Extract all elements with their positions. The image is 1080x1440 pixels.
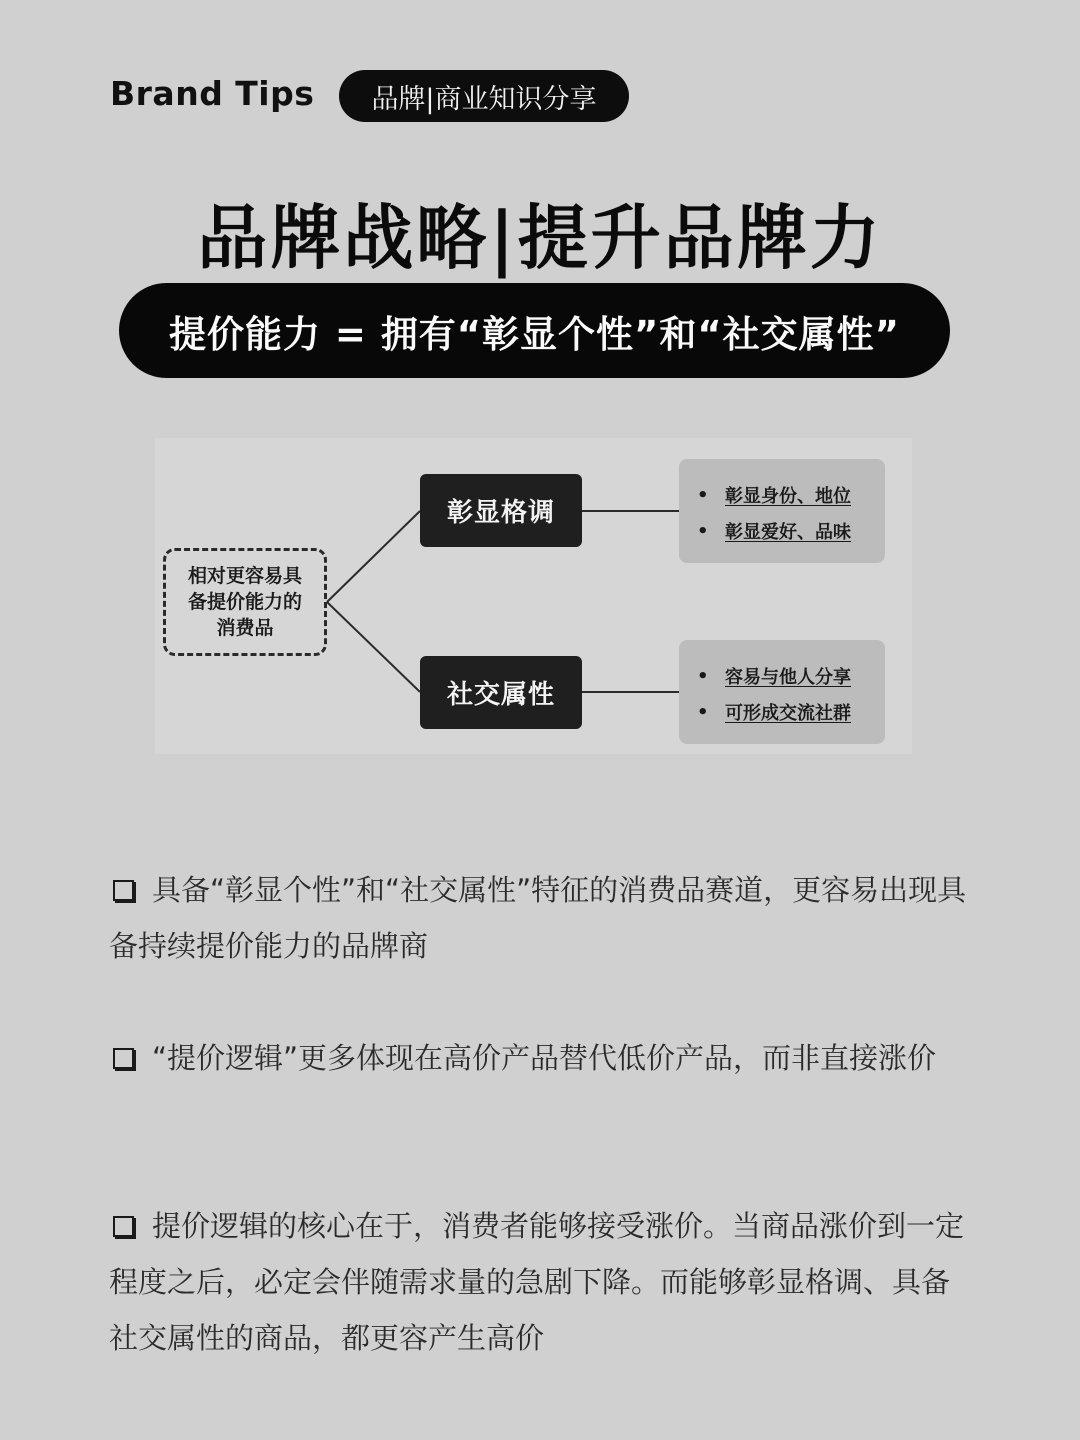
detail-box-social <box>679 640 885 744</box>
branch-node-social: 社交属性 <box>420 656 582 729</box>
detail-item <box>697 658 885 694</box>
mind-map-diagram <box>155 438 912 754</box>
paragraph-text: “提价逻辑”更多体现在高价产品替代低价产品，而非直接涨价 <box>152 1041 937 1075</box>
detail-text: 容易与他人分享 <box>725 667 851 688</box>
paragraph-text: 具备“彰显个性”和“社交属性”特征的消费品赛道，更容易出现具备持续提价能力的品牌商 <box>109 873 967 963</box>
bullet-dot: • <box>697 484 709 506</box>
detail-text: 可形成交流社群 <box>725 703 851 724</box>
detail-box-style <box>679 459 885 563</box>
brand-label: Brand Tips <box>110 74 315 113</box>
detail-item <box>697 477 885 513</box>
diagram-root-node: 相对更容易具备提价能力的消费品 <box>163 548 327 656</box>
checkbox-bullet-icon <box>113 880 134 901</box>
checkbox-bullet-icon <box>113 1048 134 1069</box>
checkbox-bullet-icon <box>113 1216 134 1237</box>
bullet-dot: • <box>697 665 709 687</box>
bullet-dot: • <box>697 520 709 542</box>
bullet-dot: • <box>697 701 709 723</box>
detail-text: 彰显爱好、品味 <box>725 522 851 543</box>
paragraph-3 <box>109 1198 969 1366</box>
page-title: 品牌战略|提升品牌力 <box>197 196 883 279</box>
category-tag: 品牌|商业知识分享 <box>339 70 629 122</box>
detail-item <box>697 513 885 549</box>
connector-root-to-branch-2 <box>327 602 420 692</box>
detail-text: 彰显身份、地位 <box>725 486 851 507</box>
paragraph-1 <box>109 862 969 974</box>
connector-root-to-branch-1 <box>327 511 420 602</box>
branch-node-style: 彰显格调 <box>420 474 582 547</box>
detail-item <box>697 694 885 730</box>
paragraph-2 <box>109 1030 969 1086</box>
formula-banner: 提价能力 = 拥有“彰显个性”和“社交属性” <box>119 283 950 378</box>
paragraph-text: 提价逻辑的核心在于，消费者能够接受涨价。当商品涨价到一定程度之后，必定会伴随需求量的急剧下降。而能够彰显格调、具备社交属性的商品，都更容产生高价 <box>109 1209 965 1355</box>
